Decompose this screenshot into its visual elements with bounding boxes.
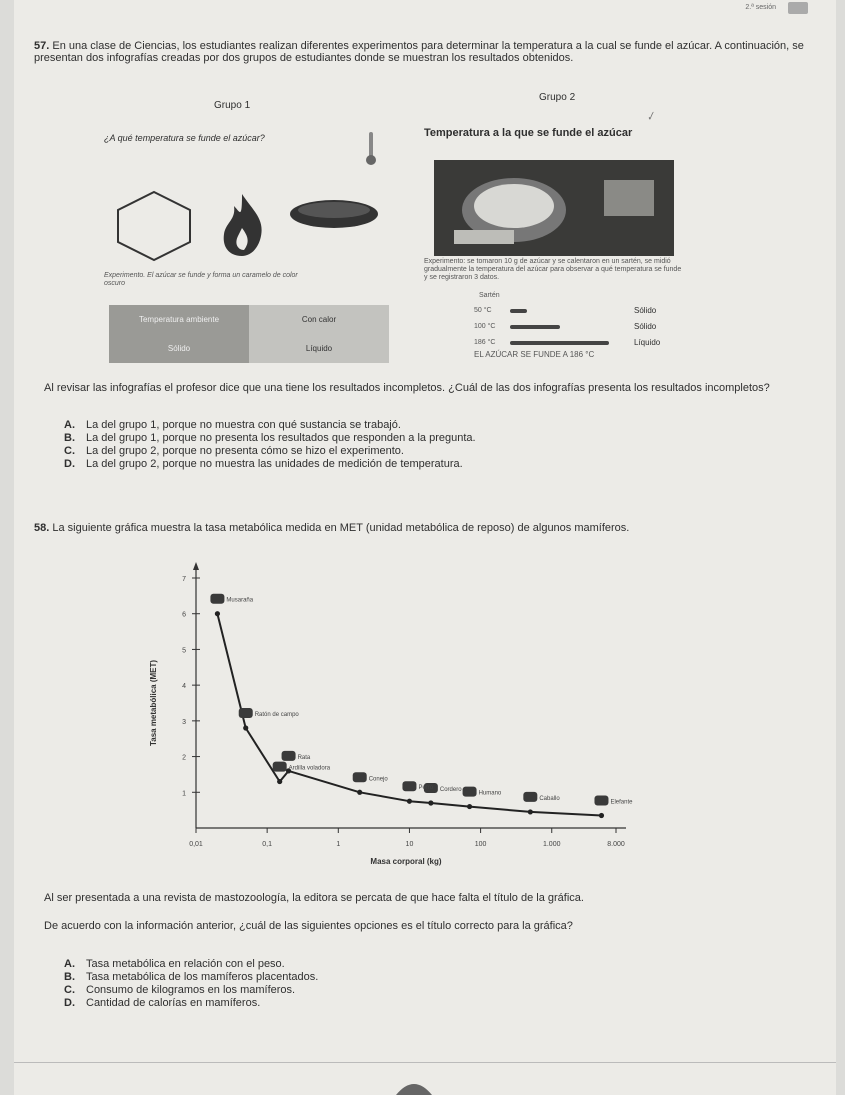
x-tick-label: 0,01	[189, 841, 203, 848]
data-point	[407, 799, 412, 804]
data-point	[428, 800, 433, 805]
session-label: 2.ª sesión	[745, 4, 776, 11]
group1-label: Grupo 1	[214, 100, 251, 111]
group1-table-cell: Sólido	[109, 333, 249, 363]
reading-state: Sólido	[634, 306, 657, 315]
animal-silhouette	[353, 772, 367, 782]
x-tick-label: 1	[336, 841, 341, 848]
thermometer-icon	[364, 130, 378, 166]
point-label: Elefante	[610, 799, 633, 806]
point-label: Cordero	[439, 787, 462, 793]
point-label: Ratón de campo	[254, 712, 299, 718]
reading-bar	[510, 325, 560, 329]
data-point	[277, 779, 282, 784]
group1-caption: Experimento. El azúcar se funde y forma un caramelo de color oscuro	[104, 272, 298, 287]
y-tick-label: 6	[182, 611, 186, 619]
point-label: Rata	[297, 754, 311, 761]
y-axis-label: Tasa metabólica (MET)	[149, 659, 158, 747]
x-tick-label: 1.000	[542, 841, 561, 848]
flame-icon	[214, 190, 270, 260]
option-text: Cantidad de calorías en mamíferos.	[86, 997, 261, 1009]
data-point	[357, 790, 362, 795]
reading-row	[474, 304, 694, 318]
y-tick-label: 5	[182, 647, 186, 655]
point-label: Perro	[418, 785, 434, 792]
option-key: A.	[64, 958, 75, 970]
animal-silhouette	[523, 792, 537, 802]
q57-option-c[interactable]	[64, 445, 404, 457]
q57-prompt: Al revisar las infografías el profesor dice que una tiene los resultados incompletos. ¿Cuál de las dos infografías presenta los resultados incompletos?	[44, 382, 770, 394]
q58-prompt-1: Al ser presentada a una revista de mastozoología, la editora se percata de que hace falta el título de la gráfica.	[44, 892, 584, 904]
animal-silhouette	[210, 594, 224, 604]
animal-silhouette	[594, 796, 608, 806]
data-point	[528, 809, 533, 814]
exam-page	[14, 0, 836, 1095]
x-tick-label: 100	[474, 841, 487, 848]
animal-silhouette	[239, 708, 253, 718]
reading-temp: 50 °C	[474, 307, 492, 314]
q58-option-a[interactable]	[64, 958, 285, 970]
data-point	[467, 804, 472, 809]
group1-table-cell: Líquido	[249, 333, 389, 363]
option-text: La del grupo 2, porque no muestra las unidades de medición de temperatura.	[86, 458, 463, 470]
option-key: C.	[64, 445, 75, 457]
q58-number: 58.	[34, 522, 50, 534]
y-tick-label: 3	[182, 718, 186, 726]
page-marker-icon	[394, 1077, 434, 1095]
option-text: La del grupo 1, porque no presenta los resultados que responden a la pregunta.	[86, 432, 476, 444]
hexagon-icon	[114, 190, 194, 262]
animal-silhouette	[282, 751, 296, 761]
q57-option-d[interactable]	[64, 458, 463, 470]
option-key: D.	[64, 997, 75, 1009]
q58-text: La siguiente gráfica muestra la tasa metabólica medida en MET (unidad metabólica de reposo) de algunos mamíferos.	[52, 522, 630, 534]
group2-conclusion: EL AZÚCAR SE FUNDE A 186 °C	[474, 350, 595, 359]
q57-option-b[interactable]	[64, 432, 476, 444]
group1-table-cell: Temperatura ambiente	[109, 305, 249, 333]
group2-label: Grupo 2	[539, 92, 576, 103]
reading-state: Líquido	[634, 338, 661, 347]
x-tick-label: 8.000	[607, 841, 625, 848]
option-key: A.	[64, 419, 75, 431]
q58-prompt-2: De acuerdo con la información anterior, ¿cuál de las siguientes opciones es el título correcto para la gráfica?	[44, 920, 573, 932]
reading-bar	[510, 309, 527, 313]
reading-state: Sólido	[634, 322, 657, 331]
point-label: Musaraña	[226, 597, 254, 604]
group2-col-header: Sartén	[479, 292, 500, 299]
caramel-pan-icon	[284, 192, 384, 242]
data-point	[599, 813, 604, 818]
x-tick-label: 10	[405, 841, 414, 848]
y-axis-arrow	[193, 562, 199, 570]
point-label: Humano	[478, 790, 502, 797]
option-text: Consumo de kilogramos en los mamíferos.	[86, 984, 296, 996]
animal-silhouette	[463, 787, 477, 797]
animal-silhouette	[402, 781, 416, 791]
q57-text: En una clase de Ciencias, los estudiantes realizan diferentes experimentos para determinar la temperatura a la cual se funde el azúcar. A continuación, se presentan dos infografías creadas por dos grupos de estudiantes donde se muestran los resultados obtenidos.	[34, 40, 804, 64]
q58-option-b[interactable]	[64, 971, 318, 983]
y-tick-label: 7	[182, 576, 186, 583]
group1-table-cell: Con calor	[249, 305, 389, 333]
footer-rule	[14, 1062, 836, 1063]
point-label: Ardilla voladora	[288, 765, 331, 772]
x-tick-label: 0,1	[262, 841, 273, 848]
reading-temp: 100 °C	[474, 323, 496, 330]
option-key: B.	[64, 971, 75, 983]
q57-statement	[34, 40, 814, 64]
animal-silhouette	[273, 762, 287, 772]
option-key: D.	[64, 458, 75, 470]
group2-caption: Experimento: se tomaron 10 g de azúcar y se calentaron en un sartén, se midió gradualmente la temperatura del azúcar para observar a qué temperatura se funde y se registraron 3 datos.	[424, 258, 682, 281]
reading-row	[474, 336, 694, 350]
group1-table	[109, 305, 389, 363]
q58-option-d[interactable]	[64, 997, 260, 1009]
y-tick-label: 4	[182, 683, 186, 691]
point-label: Conejo	[368, 776, 388, 783]
x-axis-label: Masa corporal (kg)	[370, 857, 442, 866]
option-text: Tasa metabólica en relación con el peso.	[86, 958, 285, 970]
q58-option-c[interactable]	[64, 984, 295, 996]
point-label: Caballo	[539, 795, 560, 802]
page-tag	[788, 2, 808, 14]
option-text: La del grupo 1, porque no muestra con qué sustancia se trabajó.	[86, 419, 401, 431]
reading-temp: 186 °C	[474, 339, 496, 346]
handwritten-note: ✓	[644, 109, 658, 125]
metabolic-rate-chart	[124, 560, 644, 875]
y-tick-label: 2	[182, 754, 186, 762]
option-text: La del grupo 2, porque no presenta cómo se hizo el experimento.	[86, 445, 404, 457]
option-key: B.	[64, 432, 75, 444]
data-point	[215, 611, 220, 616]
q57-option-a[interactable]	[64, 419, 401, 431]
group2-title: Temperatura a la que se funde el azúcar	[424, 127, 633, 139]
option-key: C.	[64, 984, 75, 996]
reading-bar	[510, 341, 609, 345]
data-point	[243, 725, 248, 730]
reading-row	[474, 320, 694, 334]
y-tick-label: 1	[182, 790, 186, 798]
group1-question: ¿A qué temperatura se funde el azúcar?	[104, 133, 265, 143]
q58-statement	[34, 522, 814, 534]
q57-number: 57.	[34, 40, 50, 52]
option-text: Tasa metabólica de los mamíferos placentados.	[86, 971, 319, 983]
sugar-pan-photo	[434, 160, 674, 256]
